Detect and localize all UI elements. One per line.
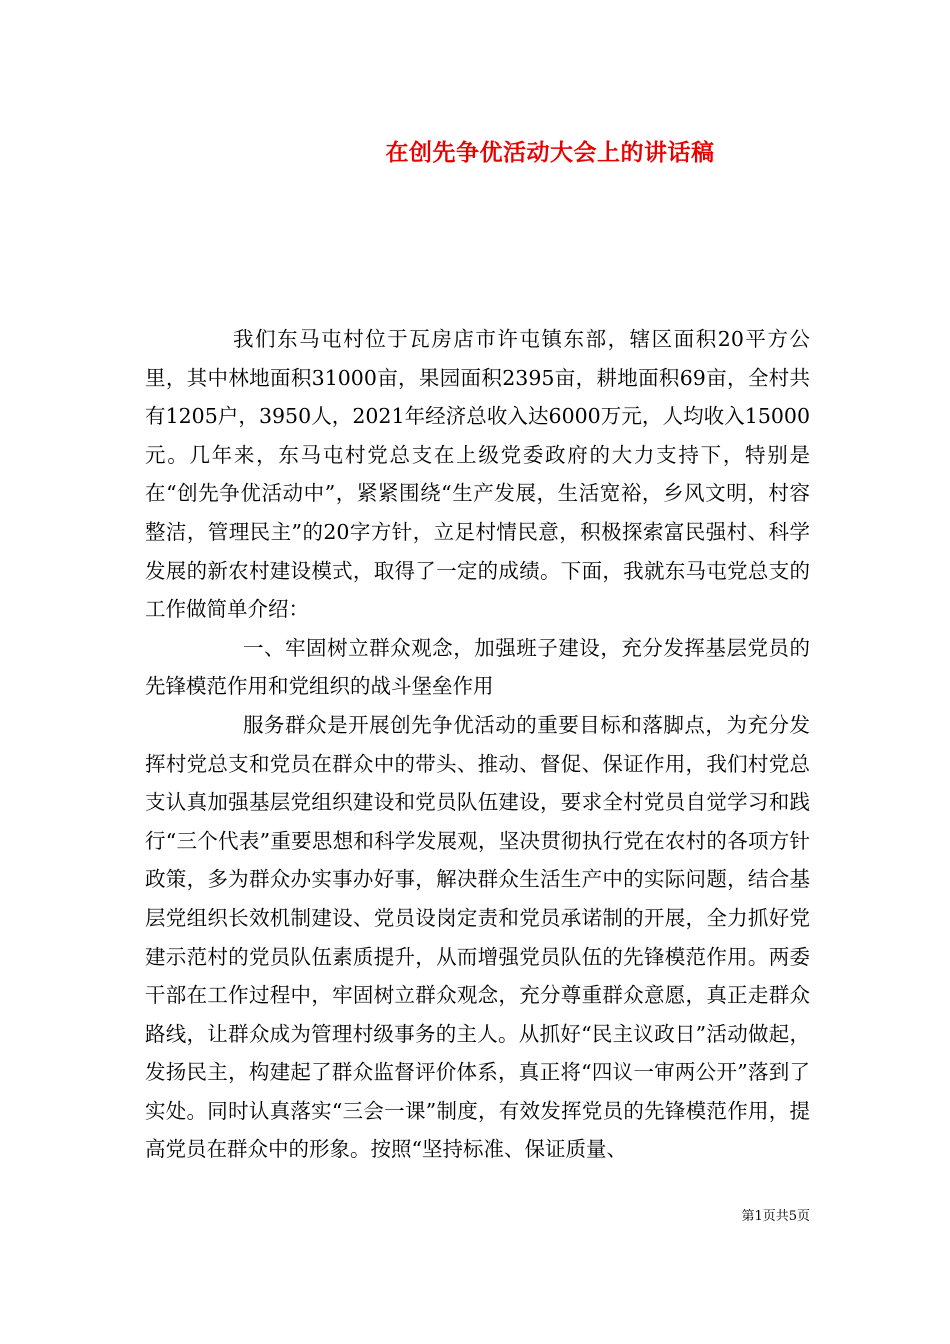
paragraph-intro: 我们东马屯村位于瓦房店市许屯镇东部，辖区面积20平方公里，其中林地面积31000亩，果园面积2395亩，耕地面积69亩，全村共有1205户，3950人，2021年经济总收入达6000万元，人均收入15000元。几年来，东马屯村党总支在上级党委政府的大力支持下，特别是在“创先争优活动中”，紧紧围绕“生产发展，生活宽裕，乡风文明，村容整洁，管理民主”的20字方针，立足村情民意，积极探索富民强村、科学发展的新农村建设模式，取得了一定的成绩。下面，我就东马屯党总支的工作做简单介绍： bbox=[145, 327, 810, 622]
page-number: 第1页共5页 bbox=[741, 1209, 810, 1224]
paragraph-service: 服务群众是开展创先争优活动的重要目标和落脚点，为充分发挥村党总支和党员在群众中的带头、推动、督促、保证作用，我们村党总支认真加强基层党组织建设和党员队伍建设，要求全村党员自觉学习和践行“三个代表”重要思想和科学发展观，坚决贯彻执行党在农村的各项方针政策，多为群众办实事办好事，解决群众生活生产中的实际问题，结合基层党组织长效机制建设、党员设岗定责和党员承诺制的开展，全力抓好党建示范村的党员队伍素质提升，从而增强党员队伍的先锋模范作用。两委干部在工作过程中，牢固树立群众观念，充分尊重群众意愿，真正走群众路线，让群众成为管理村级事务的主人。从抓好“民主议政日”活动做起，发扬民主，构建起了群众监督评价体系，真正将“四议一审两公开”落到了实处。同时认真落实“三会一课”制度，有效发挥党员的先锋模范作用，提高党员在群众中的形象。按照“坚持标准、保证质量、 bbox=[145, 712, 810, 1162]
document-title: 在创先争优活动大会上的讲话稿 bbox=[385, 139, 715, 166]
paragraph-heading-one: 一、牢固树立群众观念，加强班子建设，充分发挥基层党员的先锋模范作用和党组织的战斗堡垒作用 bbox=[145, 635, 810, 699]
document-body bbox=[145, 320, 810, 1169]
